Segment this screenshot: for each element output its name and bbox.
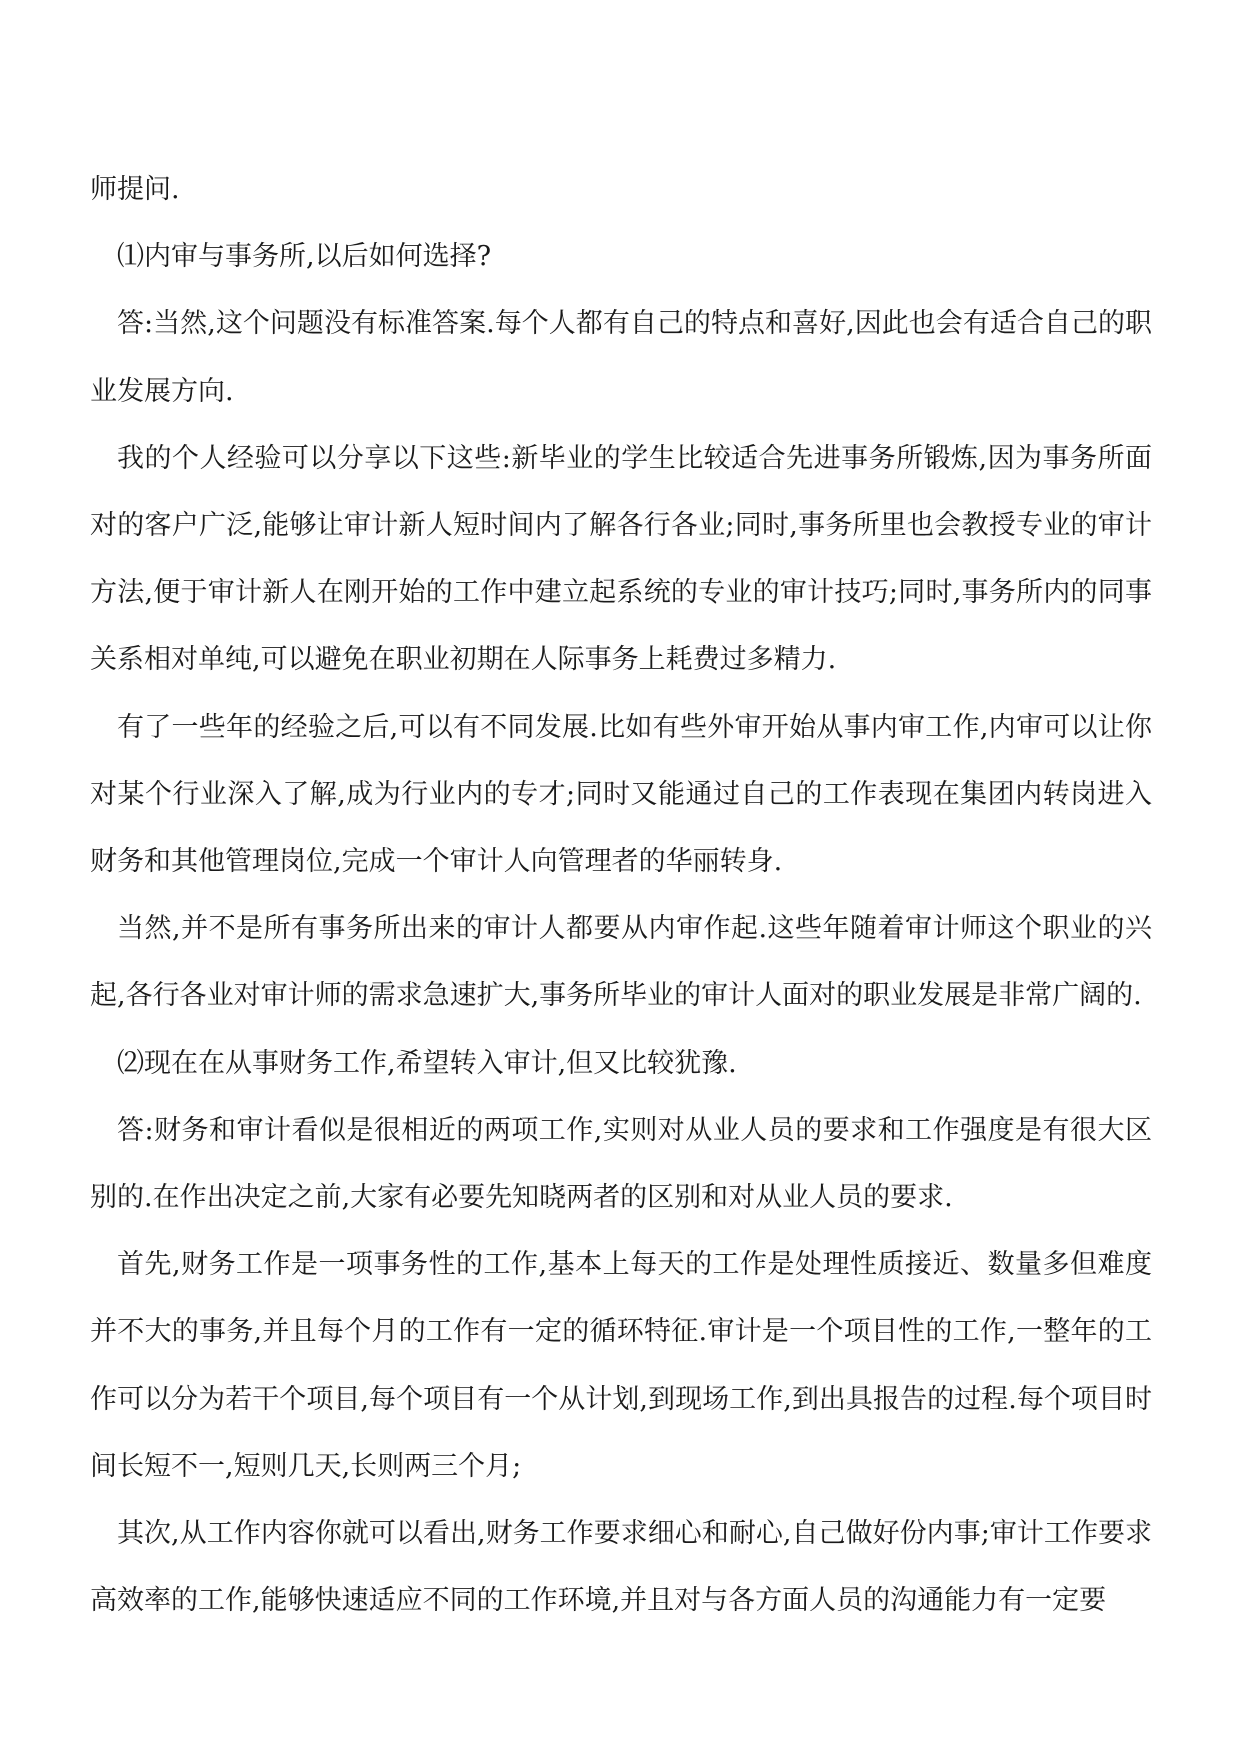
paragraph: 答:财务和审计看似是很相近的两项工作,实则对从业人员的要求和工作强度是有很大区别的.在作出决定之前,大家有必要先知晓两者的区别和对从业人员的要求. [90,1114,1152,1214]
document-body [90,156,1152,1634]
paragraph: 其次,从工作内容你就可以看出,财务工作要求细心和耐心,自己做好份内事;审计工作要求高效率的工作,能够快速适应不同的工作环境,并且对与各方面人员的沟通能力有一定要 [90,1518,1152,1617]
paragraph: 首先,财务工作是一项事务性的工作,基本上每天的工作是处理性质接近、数量多但难度并不大的事务,并且每个月的工作有一定的循环特征.审计是一个项目性的工作,一整年的工作可以分为若干个项目,每个项目有一个从计划,到现场工作,到出具报告的过程.每个项目时间长短不一,短则几天,长则两三个月; [90,1249,1152,1482]
paragraph: 答:当然,这个问题没有标准答案.每个人都有自己的特点和喜好,因此也会有适合自己的职业发展方向. [90,308,1152,407]
paragraph: 当然,并不是所有事务所出来的审计人都要从内审作起.这些年随着审计师这个职业的兴起,各行各业对审计师的需求急速扩大,事务所毕业的审计人面对的职业发展是非常广阔的. [90,913,1152,1012]
paragraph: 有了一些年的经验之后,可以有不同发展.比如有些外审开始从事内审工作,内审可以让你对某个行业深入了解,成为行业内的专才;同时又能通过自己的工作表现在集团内转岗进入财务和其他管理岗位,完成一个审计人向管理者的华丽转身. [90,711,1152,878]
paragraph: 我的个人经验可以分享以下这些:新毕业的学生比较适合先进事务所锻炼,因为事务所面对的客户广泛,能够让审计新人短时间内了解各行各业;同时,事务所里也会教授专业的审计方法,便于审计新人在刚开始的工作中建立起系统的专业的审计技巧;同时,事务所内的同事关系相对单纯,可以避免在职业初期在人际事务上耗费过多精力. [90,442,1152,676]
paragraph: ⑵现在在从事财务工作,希望转入审计,但又比较犹豫. [117,1047,737,1079]
paragraph: 师提问. [90,174,180,205]
paragraph: ⑴内审与事务所,以后如何选择? [117,241,492,273]
